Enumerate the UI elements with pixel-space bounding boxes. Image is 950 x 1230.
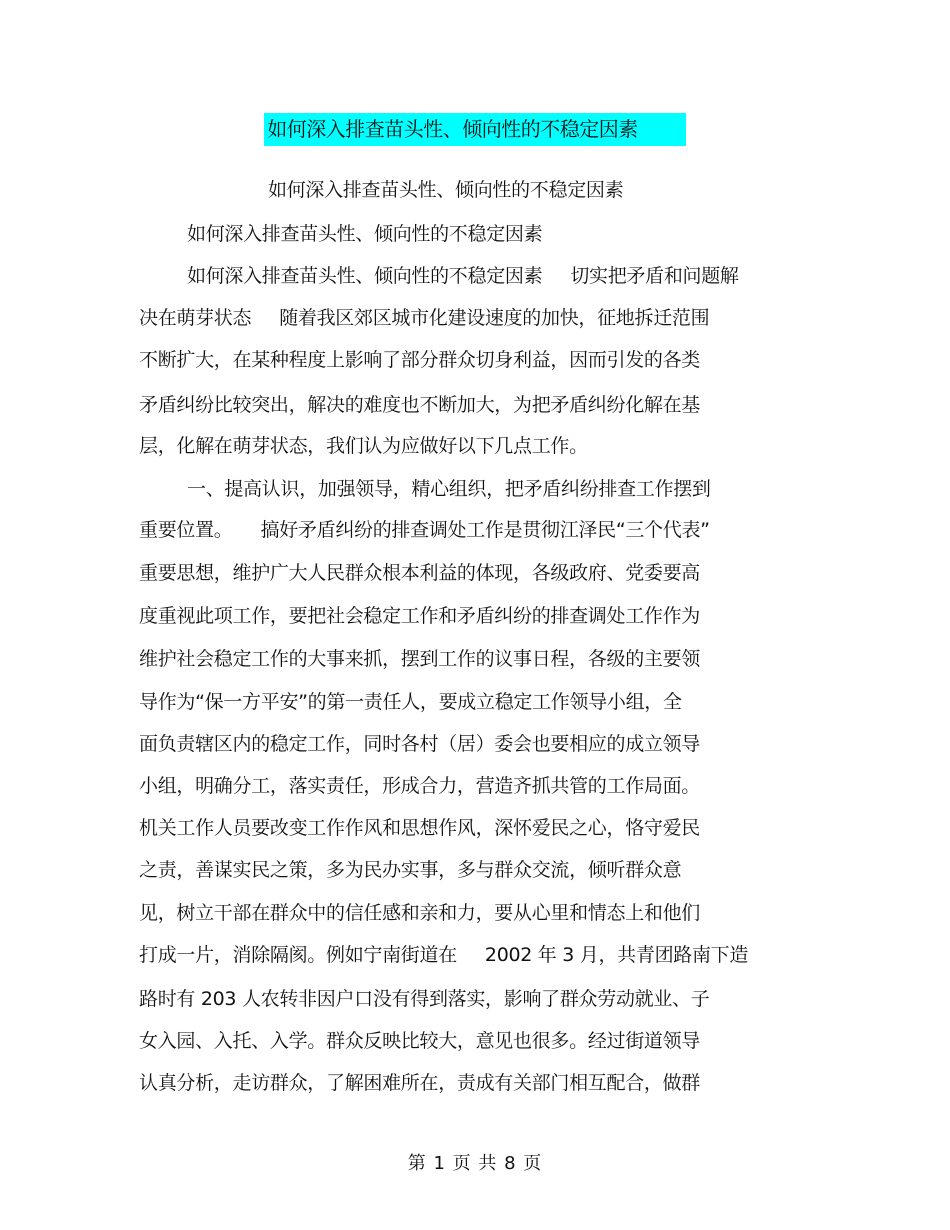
body-text: 如何深入排查苗头性、倾向性的不稳定因素 — [187, 265, 543, 287]
body-text: 决在萌芽状态 — [139, 307, 252, 329]
body-line: 女入园、入托、入学。群众反映比较大，意见也很多。经过街道领导 — [139, 1030, 701, 1052]
page-footer: 第 1 页 共 8 页 — [407, 1153, 543, 1174]
body-text: 搞好矛盾纠纷的排查调处工作是贯彻江泽民“三个代表” — [260, 519, 710, 541]
body-text: 打成一片，消除隔阂。例如宁南街道在 — [139, 944, 457, 966]
body-line — [139, 515, 710, 545]
body-line — [139, 303, 709, 333]
body-line: 导作为“保一方平安”的第一责任人，要成立稳定工作领导小组，全 — [139, 691, 682, 713]
document-title: 如何深入排查苗头性、倾向性的不稳定因素 — [264, 113, 686, 146]
body-line: 维护社会稳定工作的大事来抓，摆到工作的议事日程，各级的主要领 — [139, 648, 701, 670]
body-line: 一、提高认识，加强领导，精心组织，把矛盾纠纷排查工作摆到 — [187, 478, 711, 500]
body-text: 2002 年 3 月，共青团路南下造 — [484, 944, 749, 966]
body-line: 矛盾纠纷比较突出，解决的难度也不断加大，为把矛盾纠纷化解在基 — [139, 394, 701, 416]
body-line: 小组，明确分工，落实责任，形成合力，营造齐抓共管的工作局面。 — [139, 775, 701, 797]
body-line: 机关工作人员要改变工作作风和思想作风，深怀爱民之心，恪守爱民 — [139, 817, 701, 839]
body-line: 层，化解在萌芽状态，我们认为应做好以下几点工作。 — [139, 435, 588, 457]
body-line — [139, 940, 748, 970]
body-line: 路时有 203 人农转非因户口没有得到落实，影响了群众劳动就业、子 — [139, 988, 710, 1010]
body-line: 之责，善谋实民之策，多为民办实事，多与群众交流，倾听群众意 — [139, 859, 682, 881]
section-heading: 如何深入排查苗头性、倾向性的不稳定因素 — [187, 223, 543, 245]
body-line: 认真分析，走访群众，了解困难所在，责成有关部门相互配合，做群 — [139, 1072, 701, 1094]
body-line — [187, 261, 739, 291]
body-line: 重要思想，维护广大人民群众根本利益的体现，各级政府、党委要高 — [139, 562, 701, 584]
body-text: 切实把矛盾和问题解 — [570, 265, 739, 287]
body-text: 随着我区郊区城市化建设速度的加快，征地拆迁范围 — [279, 307, 710, 329]
body-line: 不断扩大，在某种程度上影响了部分群众切身利益，因而引发的各类 — [139, 349, 701, 371]
body-line: 面负责辖区内的稳定工作，同时各村（居）委会也要相应的成立领导 — [139, 733, 701, 755]
title-container — [0, 113, 950, 146]
body-line: 见，树立干部在群众中的信任感和亲和力，要从心里和情态上和他们 — [139, 902, 701, 924]
document-subtitle: 如何深入排查苗头性、倾向性的不稳定因素 — [268, 179, 624, 201]
body-text: 重要位置。 — [139, 519, 233, 541]
body-line: 度重视此项工作，要把社会稳定工作和矛盾纠纷的排查调处工作作为 — [139, 605, 701, 627]
